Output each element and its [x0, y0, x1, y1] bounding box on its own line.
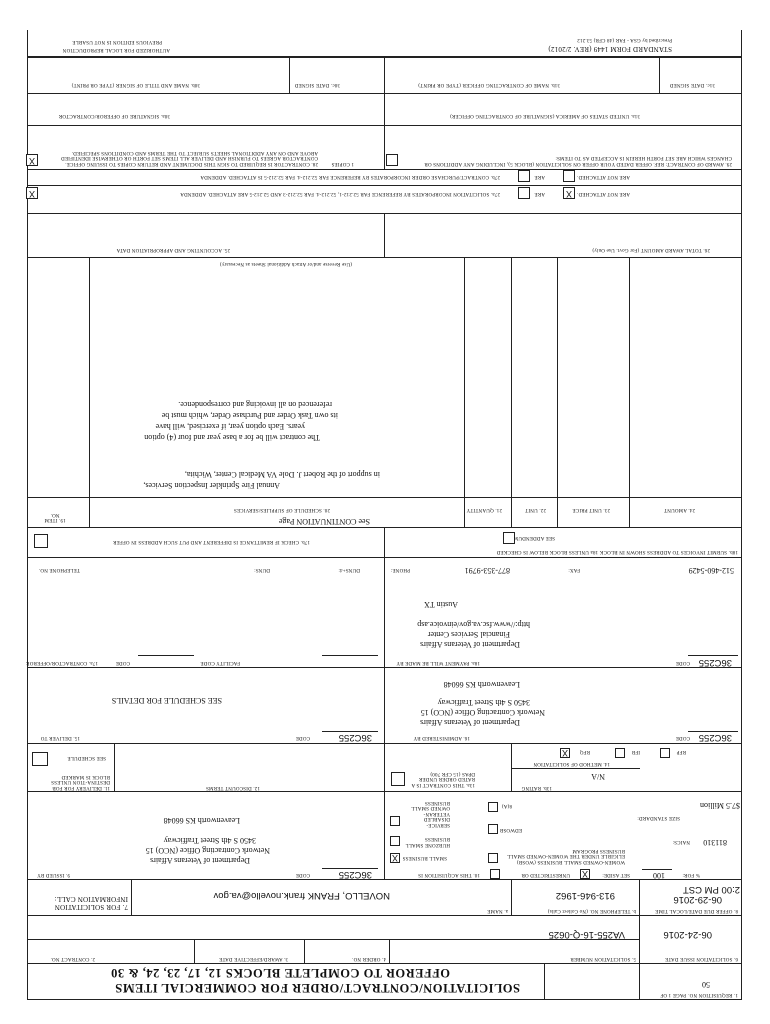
rule: [28, 93, 742, 94]
rfq-checkbox[interactable]: X: [562, 748, 569, 758]
rule: [28, 791, 742, 792]
rfp-label: RFP: [676, 749, 686, 754]
footer-left-2: PREVIOUS EDITION IS NOT USABLE: [72, 39, 162, 44]
deliver-code: 36C255: [338, 732, 372, 743]
set-aside-label: SET ASIDE:: [602, 872, 630, 877]
fax-value: 512-460-5429: [688, 566, 734, 575]
divider: [384, 744, 385, 792]
see-schedule-checkbox[interactable]: [32, 752, 48, 766]
issued-code-label: CODE: [295, 872, 310, 877]
rule: [28, 963, 742, 964]
wosb-label: WOMEN-OWNED SMALL BUSINESS (WOSB) ELIGIBLE UNDER THE WOMEN-OWNED SMALL BUSINESS PROGRAM: [507, 848, 625, 864]
payment-line-5: Austin TX: [424, 600, 458, 609]
col-amount: 24. AMOUNT: [663, 507, 695, 512]
wosb-checkbox[interactable]: [488, 853, 498, 863]
rated-checkbox[interactable]: [391, 772, 405, 786]
divider: [384, 668, 385, 744]
rule: [28, 667, 742, 668]
page-label: PAGE 1 OF: [660, 992, 686, 997]
contractor-sign-checkbox[interactable]: X: [26, 154, 38, 166]
ifb-label: IFB: [631, 749, 640, 754]
col-unit: 22. UNIT: [524, 507, 546, 512]
code-line: [688, 655, 738, 656]
rule: [28, 527, 742, 528]
divider: [639, 880, 640, 916]
clause-27a: 27a. SOLICITATION INCORPORATES BY REFERENCE FAR 52.212-1, 52.212-4. FAR 52.212-3 AND 52.212-5 ARE ATTACHED. ADDENDA: [180, 191, 500, 196]
divider: [639, 916, 640, 964]
phone-label: b. TELEPHONE NO. (No Collect Calls): [547, 908, 636, 913]
27a-are-checkbox[interactable]: [518, 187, 530, 199]
page-total: 50: [702, 980, 710, 989]
footer-left-1: AUTHORIZED FOR LOCAL REPRODUCTION: [62, 47, 170, 52]
edwosb-label: EDWOSB: [499, 827, 522, 832]
payment-code-label: CODE: [675, 660, 690, 665]
continuation-note: See CONTINUATION Page: [278, 517, 370, 526]
rule: [28, 169, 742, 170]
sdvosb-label: SERVICE-DISABLED VETERAN-OWNED SMALL BUSINESS: [411, 800, 450, 827]
naics-label: NAICS:: [672, 839, 690, 844]
set-aside-pct: 100: [653, 871, 665, 880]
admin-code-label: CODE: [675, 735, 690, 740]
sdvosb-checkbox[interactable]: [390, 816, 400, 826]
pct-line: [642, 869, 672, 870]
unrestricted-label: UNRESTRICTED OR: [521, 872, 570, 877]
sol-issue-label: 6. SOLICITATION ISSUE DATE: [664, 956, 738, 961]
rule: [28, 56, 742, 58]
divider: [511, 258, 512, 528]
divider: [289, 58, 290, 94]
name-label: a. NAME: [487, 908, 508, 913]
facility-code-label: FACILITY CODE: [200, 660, 240, 665]
name-title-label: 30b. NAME AND TITLE OF SIGNER (TYPE OR PRINT): [71, 82, 200, 87]
issued-line-2: Network Contracting Office (NCO) 15: [145, 846, 270, 855]
pct-for-label: % FOR:: [682, 872, 700, 877]
due-label: 8. OFFER DUE DATE/LOCAL TIME: [655, 908, 738, 913]
desc-line-7: referenced on all invoicing and correspondence.: [178, 400, 332, 409]
divider: [557, 258, 558, 528]
clause-27b: 27b. CONTRACT/PURCHASE ORDER INCORPORATES BY REFERENCE FAR 52.212-4. FAR 52.212-5 IS ATTACHED. ADDENDA: [200, 174, 500, 179]
desc-line-6: its own Task Order and Purchase Order, which must be: [161, 411, 338, 420]
rule: [28, 257, 742, 258]
award-date-label: 3. AWARD/EFFECTIVE DATE: [218, 956, 288, 961]
sol-no: VA255-16-Q-0625: [548, 929, 625, 940]
reverse-note: (Use Reverse and/or Attach Additional Sheets as Necessary): [219, 261, 352, 266]
code-line: [138, 655, 194, 656]
set-aside-checkbox[interactable]: X: [582, 869, 589, 879]
duns-label: DUNS:: [253, 567, 270, 572]
27b-are: ARE: [534, 174, 545, 179]
issued-code: 36C255: [338, 869, 372, 880]
divider: [639, 964, 640, 1000]
sol-no-label: 5. SOLICITATION NUMBER: [570, 956, 636, 961]
size-std-value: $7.5 Million: [699, 801, 740, 810]
divider: [389, 940, 390, 964]
clause-28: 28. CONTRACTOR IS REQUIRED TO SIGN THIS DOCUMENT AND RETURN COPIES TO ISSUING OFFICE. CONTRACTOR AGREES TO FURNISH AND DELIVER ALL ITEMS SET FORTH OR OTHERWISE IDENTIFIED ABOVE AND ON ANY ADDITIONAL SHEETS SUBJECT TO THE TERMS AND CONDITIONS SPECIFIED.: [60, 150, 318, 166]
deliver-to-label: 15. DELIVER TO: [40, 735, 80, 740]
clause-29: 29. AWARD OF CONTRACT: REF. OFFER DATED YOUR OFFER ON SOLICITATION (BLOCK 5), INCLUDING ANY ADDITIONS OR CHANGES WHICH ARE SET FORTH HEREIN IS ACCEPTED AS TO ITEMS:: [424, 155, 732, 166]
desc-line-1: Annual Fire Sprinkler Inspection Services,: [143, 481, 280, 490]
issued-line-1: Department of Veterans Affairs: [150, 856, 250, 865]
sig-contractor-label: 30a. SIGNATURE OF OFFEROR/CONTRACTOR: [58, 113, 170, 118]
divider: [384, 792, 385, 880]
req-no-label: 1. REQUISITION NO.: [688, 992, 738, 997]
8a-label: 8(A): [501, 803, 512, 808]
divider: [464, 258, 465, 528]
duns4-label: DUNS+4:: [338, 567, 360, 572]
form-title: SOLICITATION/CONTRACT/ORDER FOR COMMERCIAL ITEMS: [114, 981, 520, 995]
rfq-label: RFQ: [579, 749, 590, 754]
issued-line-3: 3450 S 4th Street Trafficway: [163, 836, 256, 845]
code-line: [322, 655, 378, 656]
rule: [28, 185, 742, 186]
due-time: 2:00 PM CST: [682, 884, 740, 895]
sol-issue-date: 06-24-2016: [663, 929, 712, 940]
admin-line-4: Leavenworth KS 66048: [443, 680, 520, 689]
unrestricted-checkbox[interactable]: [490, 869, 500, 879]
sig-usa-label: 31a. UNITED STATES OF AMERICA (SIGNATURE OF CONTRACTING OFFICER): [449, 113, 640, 118]
remit-label: 17b. CHECK IF REMITTANCE IS DIFFERENT AND PUT SUCH ADDRESS IN OFFER: [112, 539, 310, 544]
divider: [384, 528, 385, 558]
phone-value: 913-946-1962: [555, 890, 615, 901]
divider: [629, 258, 630, 528]
divider: [131, 880, 132, 916]
8a-checkbox[interactable]: [488, 802, 498, 812]
rfp-checkbox[interactable]: [660, 748, 670, 758]
acq-label: 10. THIS ACQUISITION IS: [417, 872, 480, 877]
issued-line-4: Leavenworth KS 66048: [163, 816, 240, 825]
divider: [194, 940, 195, 964]
naics-value: 811310: [703, 838, 727, 847]
ifb-checkbox[interactable]: [615, 748, 625, 758]
due-date: 06-29-2016: [673, 894, 722, 905]
total-label: 26. TOTAL AWARD AMOUNT (For Govt. Use Only): [592, 247, 710, 252]
date-signed-31c: 31c. DATE SIGNED: [669, 82, 715, 87]
fax-label: FAX:: [568, 567, 580, 572]
remit-checkbox[interactable]: [34, 534, 48, 548]
divider: [544, 964, 545, 1000]
col-quantity: 21. QUANTITY: [466, 507, 502, 512]
contractor-label: 17a. CONTRACTOR/OFFEROR: [25, 660, 98, 665]
see-schedule-details: SEE SCHEDULE FOR DETAILS: [111, 696, 222, 705]
frame-right: [27, 30, 28, 1000]
copies-label: 1 COPIES: [331, 161, 354, 166]
frame-left: [741, 30, 742, 1000]
co-name-label: 31b. NAME OF CONTRACTING OFFICER (TYPE OR PRINT): [418, 82, 560, 87]
rule: [28, 125, 742, 126]
rating-value: N/A: [591, 772, 605, 781]
payment-line-1: Department of Veterans Affairs: [420, 640, 520, 649]
addenda-27a-checkbox[interactable]: X: [26, 187, 38, 199]
award-checkbox[interactable]: [386, 154, 398, 166]
admin-line-3: 3450 S 4th Street Trafficway: [437, 698, 530, 707]
pay-phone: 877-353-9791: [464, 566, 510, 575]
divider: [384, 214, 385, 258]
submit-label: 18b. SUBMIT INVOICES TO ADDRESS SHOWN IN BLOCK 18a UNLESS BLOCK BELOW IS CHECKED: [496, 549, 738, 554]
desc-line-2: in support of the Robert J. Dole VA Medical Center, Wichita,: [184, 470, 380, 479]
code-line: [322, 731, 378, 732]
hubzone-label: HUBZONE SMALL BUSINESS: [405, 836, 450, 847]
rule: [28, 213, 742, 214]
27a-are-not: ARE NOT ATTACHED.: [576, 191, 630, 196]
divider: [384, 126, 385, 170]
deliver-code-label: CODE: [295, 735, 310, 740]
divider: [659, 58, 660, 94]
hubzone-checkbox[interactable]: [390, 836, 400, 846]
rule: [28, 743, 742, 744]
divider: [511, 880, 512, 916]
admin-line-2: Network Contracting Office (NCO) 15: [420, 708, 545, 717]
pay-phone-label: PHONE:: [390, 567, 410, 572]
edwosb-checkbox[interactable]: [488, 824, 498, 834]
rating-label: 13b. RATING: [521, 785, 552, 790]
small-business-checkbox[interactable]: X: [392, 853, 399, 863]
delivery-label: 11. DELIVERY FOR FOB DESTINA-TION UNLESS BLOCK IS MARKED: [51, 774, 110, 790]
issued-by-label: 9. ISSUED BY: [36, 872, 70, 877]
payment-label: 18a. PAYMENT WILL BE MADE BY: [396, 660, 480, 665]
date-signed-30c: 30c. DATE SIGNED: [294, 82, 340, 87]
see-schedule-label: SEE SCHEDULE: [67, 755, 106, 760]
desc-line-4: The contract will be for a base year and four (4) option: [144, 433, 320, 442]
payment-code: 36C255: [698, 657, 732, 668]
divider: [384, 58, 385, 126]
method-label: 14. METHOD OF SOLICITATION: [533, 761, 610, 766]
admin-line-1: Department of Veterans Affairs: [420, 718, 520, 727]
info-call-label: 7. FOR SOLICITATION INFORMATION CALL:: [54, 895, 128, 911]
rule: [512, 768, 640, 769]
27a-are-not-checkbox[interactable]: X: [563, 187, 575, 199]
desc-line-5: years. Each option year, if exercised, will have: [155, 422, 305, 431]
divider: [114, 744, 115, 792]
rule: [28, 879, 742, 880]
telephone-label: TELEPHONE NO.: [38, 567, 80, 572]
code-line: [688, 731, 738, 732]
order-no-label: 4. ORDER NO.: [351, 956, 386, 961]
admin-label: 16. ADMINISTERED BY: [413, 735, 470, 740]
payment-line-2: Financial Services Center: [427, 630, 510, 639]
payment-line-3: http://www.fsc.va.gov/einvoice.asp: [417, 620, 530, 629]
contract-no-label: 2. CONTRACT NO.: [50, 956, 95, 961]
contact-name: NOVELLO, FRANK frank.novello@va.gov: [213, 890, 390, 901]
footer-right-2: Prescribed by GSA - FAR (48 CFR) 53.212: [577, 37, 672, 42]
see-addendum-label: SEE ADDENDUM: [513, 535, 555, 540]
frame-top: [28, 999, 742, 1000]
27b-are-checkbox[interactable]: [518, 170, 530, 182]
rule: [28, 557, 742, 558]
rule: [28, 915, 742, 916]
accounting-label: 25. ACCOUNTING AND APPROPRIATION DATA: [116, 247, 230, 252]
admin-code: 36C255: [698, 732, 732, 743]
small-business-label: SMALL BUSINESS: [402, 855, 447, 860]
discount-label: 12. DISCOUNT TERMS: [205, 785, 260, 790]
size-std-label: SIZE STANDARD:: [637, 815, 680, 820]
divider: [304, 940, 305, 964]
rule: [28, 939, 640, 940]
code-line: [322, 868, 378, 869]
rated-label: 13a. THIS CONTRACT IS A RATED ORDER UNDER DPAS (15 CFR 700): [411, 771, 475, 787]
27b-are-not-checkbox[interactable]: [563, 170, 575, 182]
27b-are-not: ARE NOT ATTACHED.: [576, 174, 630, 179]
form-subtitle: OFFEROR TO COMPLETE BLOCKS 12, 17, 23, 24, & 30: [110, 966, 450, 980]
col-schedule: 20. SCHEDULE OF SUPPLIES/SERVICES: [233, 507, 330, 512]
col-unit-price: 23. UNIT PRICE: [572, 507, 610, 512]
col-item-no: 19. ITEM NO.: [44, 512, 66, 522]
divider: [89, 258, 90, 528]
divider: [384, 558, 385, 668]
27a-are: ARE: [534, 191, 545, 196]
rule: [28, 497, 742, 498]
contractor-code-label: CODE: [115, 660, 130, 665]
footer-right-1: STANDARD FORM 1449 (REV. 2/2012): [548, 45, 672, 53]
